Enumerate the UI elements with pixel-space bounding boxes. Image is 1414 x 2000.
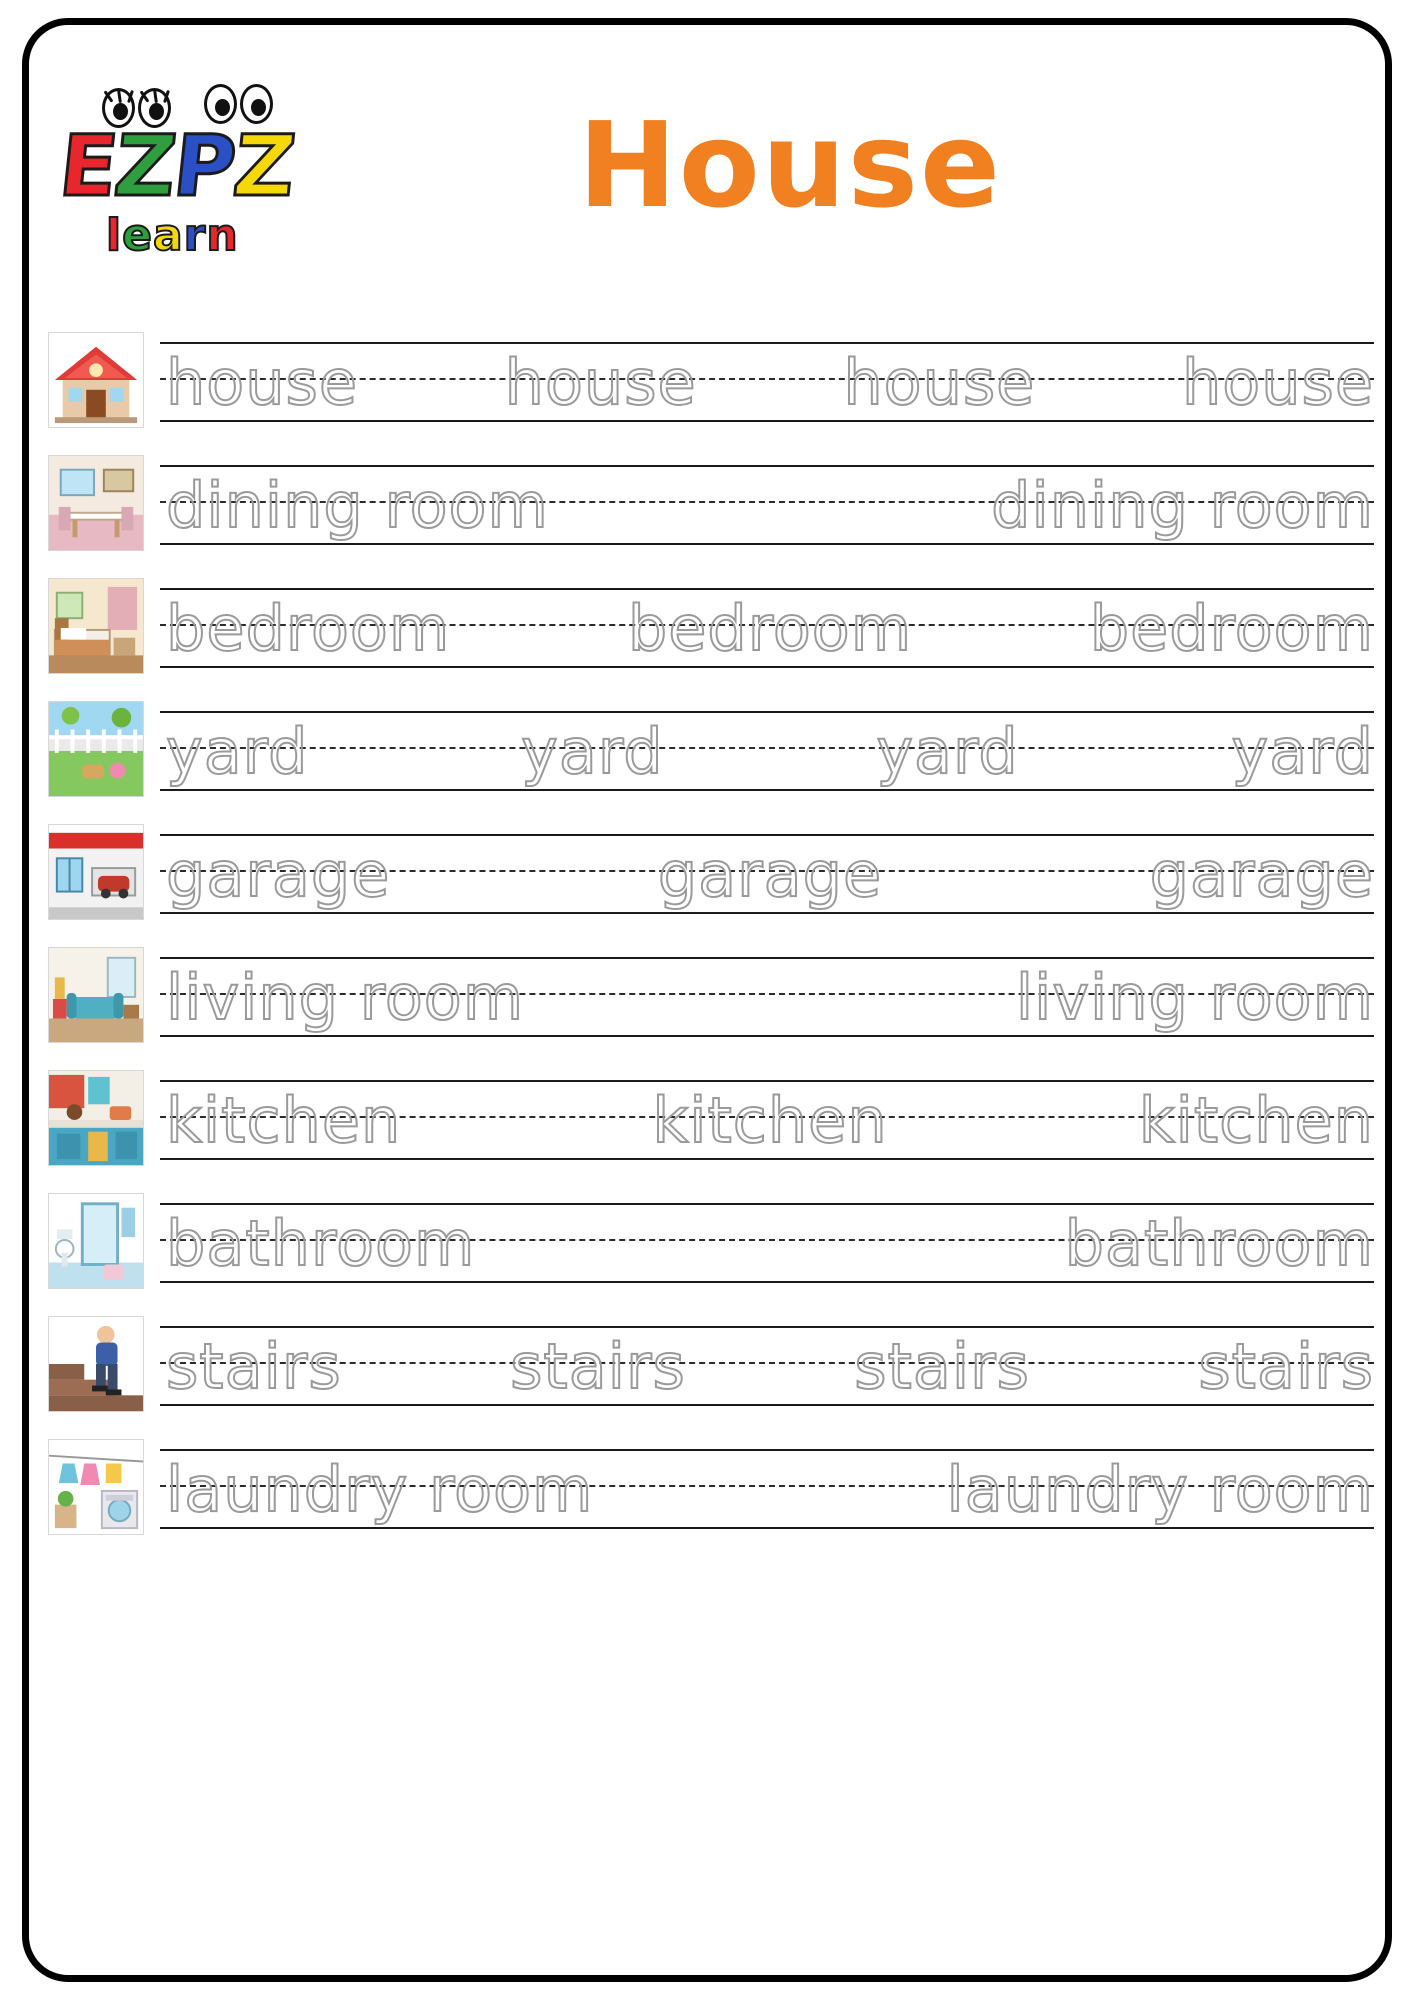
trace-word: house [504,346,697,419]
trace-word-group [166,463,1374,549]
house-icon [48,332,144,428]
logo-tagline-letter-3: a [152,210,184,261]
writing-guide-lines [160,820,1374,928]
logo-wordmark [54,116,326,220]
trace-word-group [166,709,1374,795]
yard-icon [48,701,144,797]
dining-room-icon [48,455,144,551]
worksheet-header [40,40,1374,260]
trace-word: bathroom [166,1207,476,1280]
writing-guide-lines [160,328,1374,436]
tracing-row [40,935,1374,1058]
trace-word: house [166,346,358,419]
page-title: House [577,96,1003,234]
trace-word: laundry room [166,1453,594,1526]
trace-word: bedroom [1089,592,1374,665]
trace-word: house [1182,346,1374,419]
trace-word-group [166,1324,1374,1410]
tracing-row [40,1427,1374,1550]
tracing-row [40,1181,1374,1304]
trace-word: dining room [991,469,1374,542]
logo-letter-2: Z [110,117,180,215]
trace-word-group [166,1078,1374,1164]
writing-guide-lines [160,1312,1374,1420]
trace-word: house [843,346,1036,419]
writing-guide-lines [160,943,1374,1051]
trace-word: kitchen [1138,1084,1374,1157]
trace-word: bathroom [1064,1207,1374,1280]
tracing-rows [40,320,1374,1550]
tracing-row [40,566,1374,689]
trace-word-group [166,955,1374,1041]
tracing-row [40,1058,1374,1181]
garage-icon [48,824,144,920]
tracing-row [40,443,1374,566]
trace-word: bedroom [627,592,913,665]
trace-word: stairs [854,1330,1030,1403]
trace-word: yard [521,715,664,788]
logo-letter-1: E [54,117,121,215]
tracing-row [40,1304,1374,1427]
logo-tagline-letter-1: l [106,210,123,261]
bathroom-icon [48,1193,144,1289]
trace-word-group [166,340,1374,426]
living-room-icon [48,947,144,1043]
logo-tagline-letter-5: n [206,210,239,261]
writing-guide-lines [160,1066,1374,1174]
tracing-row [40,812,1374,935]
writing-guide-lines [160,1189,1374,1297]
bedroom-icon [48,578,144,674]
tracing-row [40,320,1374,443]
stairs-icon [48,1316,144,1412]
logo-letter-4: Z [228,117,298,215]
trace-word: living room [1015,961,1374,1034]
kitchen-icon [48,1070,144,1166]
logo-letter-3: P [169,117,240,215]
trace-word: garage [657,838,883,911]
trace-word: kitchen [652,1084,888,1157]
trace-word: garage [1149,838,1374,911]
writing-guide-lines [160,1435,1374,1543]
trace-word: yard [1231,715,1374,788]
logo-tagline-letter-4: r [183,210,207,261]
writing-guide-lines [160,451,1374,559]
trace-word-group [166,1447,1374,1533]
trace-word: living room [166,961,525,1034]
trace-word: yard [876,715,1019,788]
trace-word: dining room [166,469,549,542]
trace-word: stairs [510,1330,686,1403]
trace-word-group [166,586,1374,672]
trace-word: stairs [1198,1330,1374,1403]
logo-tagline-letter-2: e [122,210,153,261]
laundry-room-icon [48,1439,144,1535]
trace-word-group [166,1201,1374,1287]
trace-word: kitchen [166,1084,402,1157]
trace-word: garage [166,838,391,911]
writing-guide-lines [160,574,1374,682]
trace-word: stairs [166,1330,342,1403]
trace-word-group [166,832,1374,918]
trace-word: yard [166,715,309,788]
ezpz-learn-logo [54,72,330,262]
trace-word: laundry room [946,1453,1374,1526]
tracing-row [40,689,1374,812]
logo-tagline [106,212,239,260]
writing-guide-lines [160,697,1374,805]
trace-word: bedroom [166,592,451,665]
